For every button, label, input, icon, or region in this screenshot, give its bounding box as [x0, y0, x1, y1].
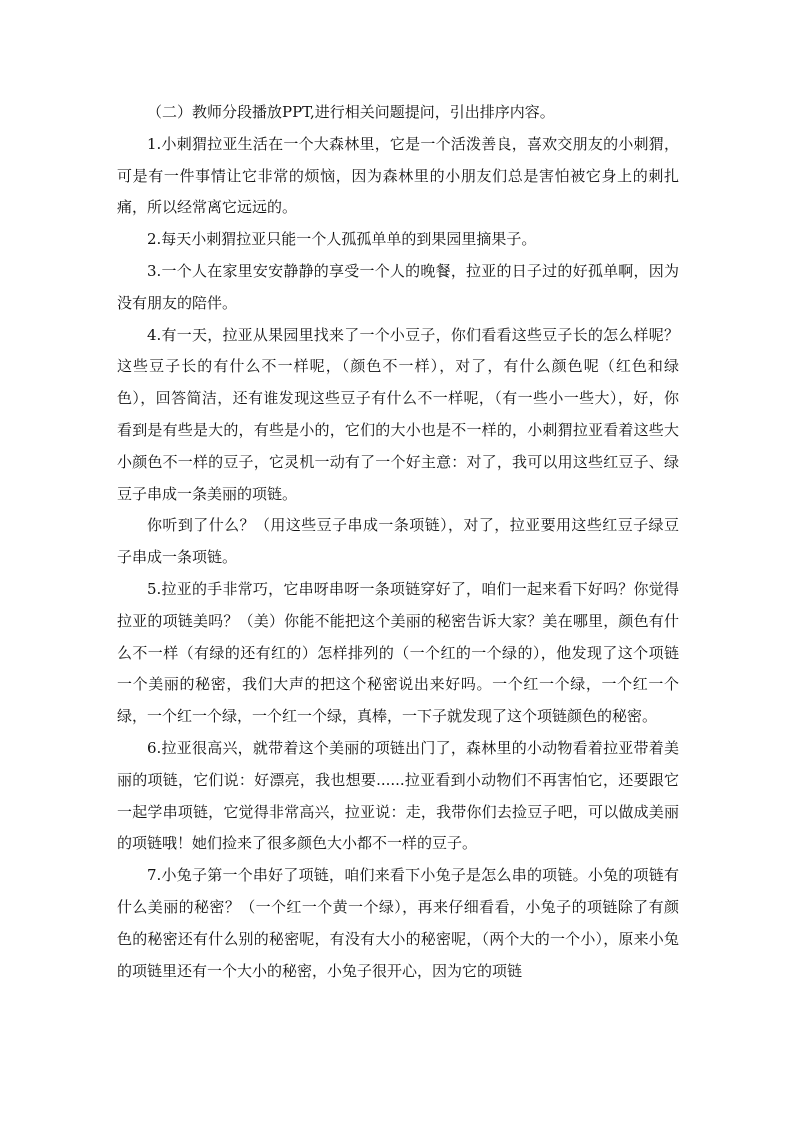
paragraph-3: 3.一个人在家里安安静静的享受一个人的晚餐，拉亚的日子过的好孤单啊，因为没有朋友的陪伴。 [117, 261, 679, 312]
paragraph-2: 2.每天小刺猬拉亚只能一个人孤孤单单的到果园里摘果子。 [147, 230, 537, 249]
paragraph-4: 4.有一天，拉亚从果园里找来了一个小豆子，你们看看这些豆子长的怎么样呢？这些豆子长的有什么不一样呢，（颜色不一样），对了，有什么颜色呢（红色和绿色），回答简洁，还有谁发现这些豆子有什么不一样呢，（有一些小一些大），好，你看到是有些是大的，有些是小的，它们的大小也是不一样的，小刺猬拉亚看着这些大小颜色不一样的豆子，它灵机一动有了一个好主意：对了，我可以用这些红豆子、绿豆子串成一条美丽的项链。 [117, 325, 679, 503]
paragraph-6: 6.拉亚很高兴，就带着这个美丽的项链出门了，森林里的小动物看着拉亚带着美丽的项链，它们说：好漂亮，我也想要......拉亚看到小动物们不再害怕它，还要跟它一起学串项链，它觉得非常高兴，拉亚说：走，我带你们去捡豆子吧，可以做成美丽的项链哦！她们捡来了很多颜色大小都不一样的豆子。 [117, 738, 679, 853]
paragraph-5: 5.拉亚的手非常巧，它串呀串呀一条项链穿好了，咱们一起来看下好吗？你觉得拉亚的项链美吗？（美）你能不能把这个美丽的秘密告诉大家？美在哪里，颜色有什么不一样（有绿的还有红的）怎样排列的（一个红的一个绿的），他发现了这个项链一个美丽的秘密，我们大声的把这个秘密说出来好吗。一个红一个绿，一个红一个绿，一个红一个绿，一个红一个绿，真棒，一下子就发现了这个项链颜色的秘密。 [117, 579, 679, 726]
paragraph-4-followup: 你听到了什么？（用这些豆子串成一条项链），对了，拉亚要用这些红豆子绿豆子串成一条项链。 [117, 516, 679, 567]
paragraph-1: 1.小刺猬拉亚生活在一个大森林里，它是一个活泼善良，喜欢交朋友的小刺猬，可是有一件事情让它非常的烦恼，因为森林里的小朋友们总是害怕被它身上的刺扎痛，所以经常离它远远的。 [117, 134, 679, 217]
document-body [117, 97, 679, 987]
paragraph-intro: （二）教师分段播放PPT,进行相关问题提问，引出排序内容。 [147, 103, 555, 121]
paragraph-7: 7.小兔子第一个串好了项链，咱们来看下小兔子是怎么串的项链。小兔的项链有什么美丽的秘密？（一个红一个黄一个绿），再来仔细看看，小兔子的项链除了有颜色的秘密还有什么别的秘密呢，有没有大小的秘密呢，（两个大的一个小），原来小兔的项链里还有一个大小的秘密，小兔子很开心，因为它的项链 [117, 866, 679, 980]
